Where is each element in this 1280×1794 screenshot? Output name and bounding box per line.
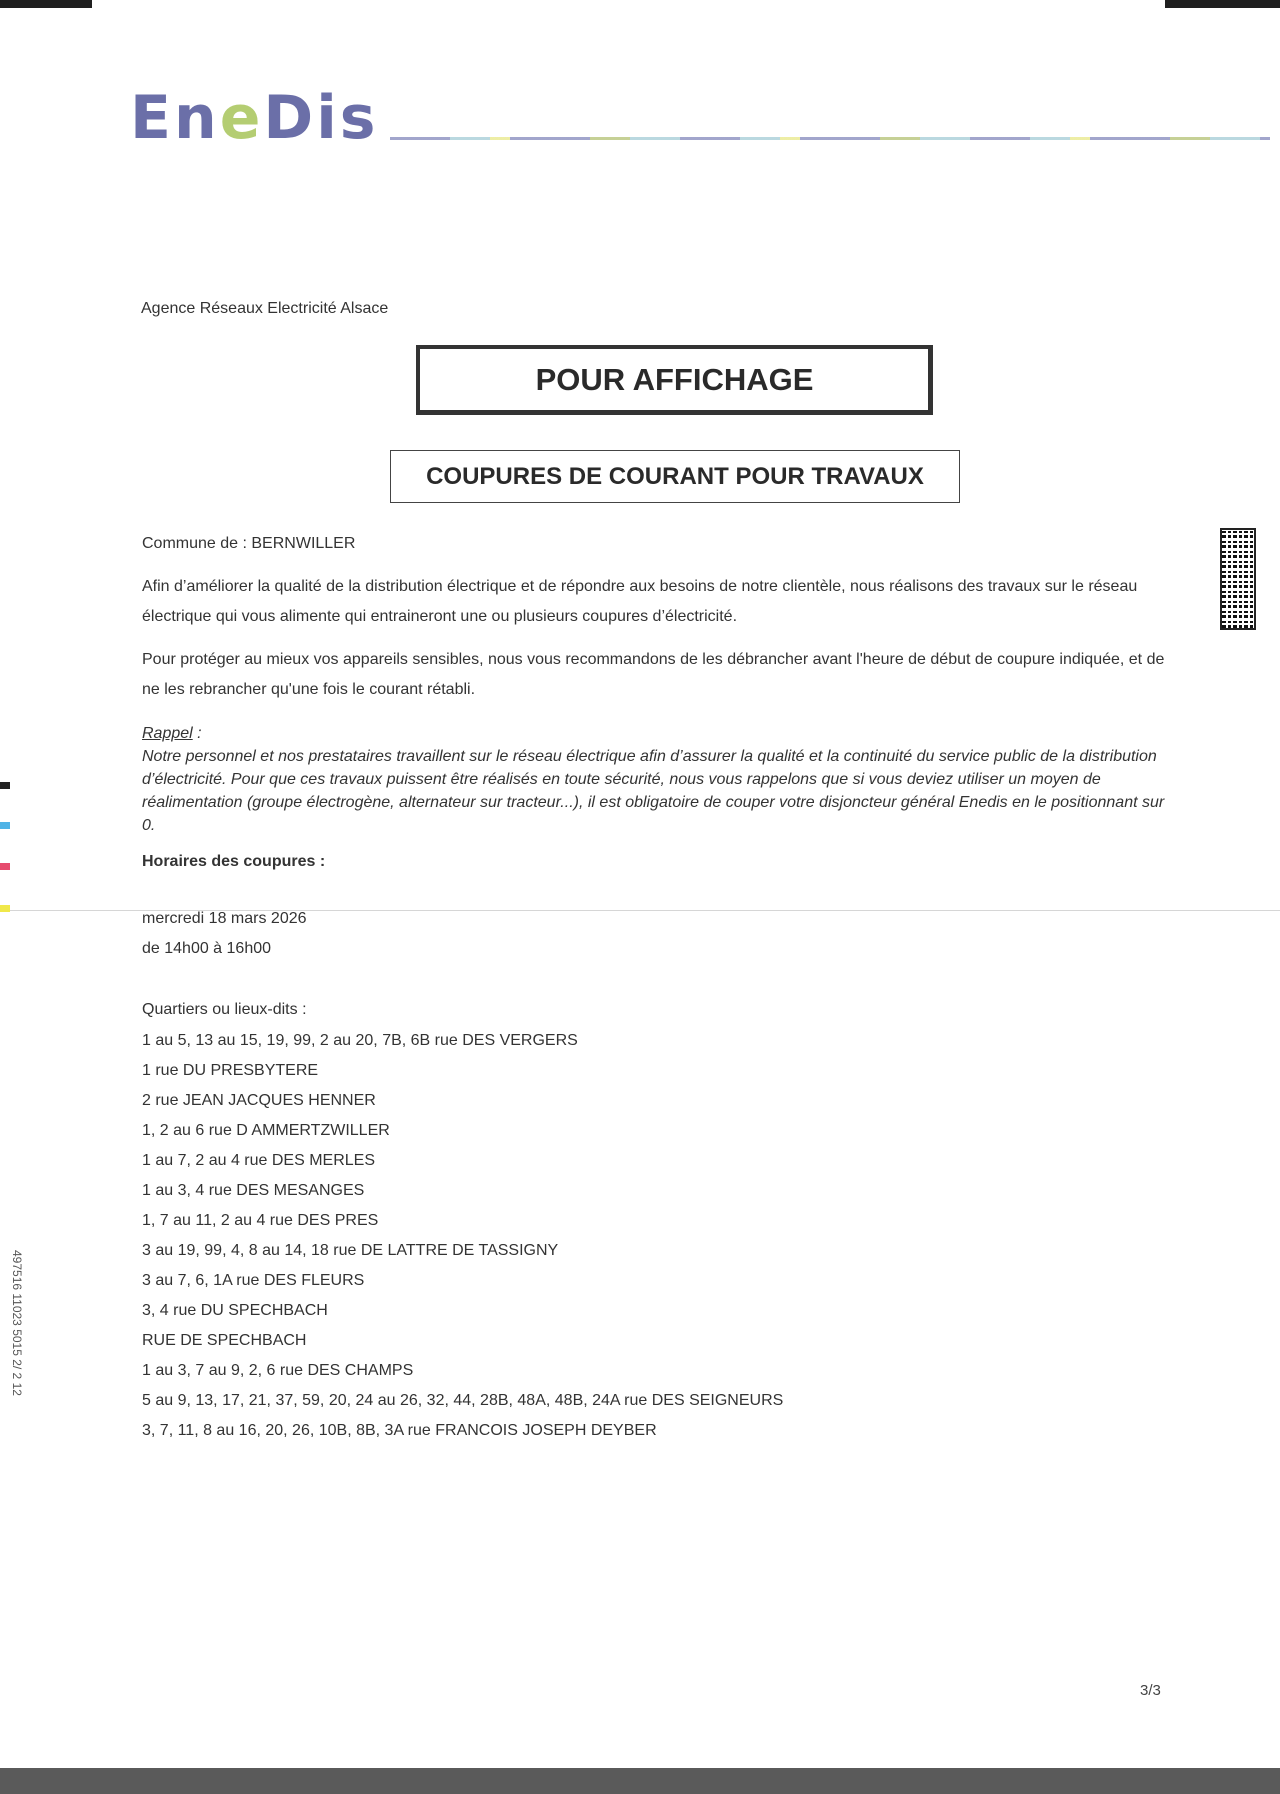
print-mark (0, 782, 10, 789)
areas-list (142, 1026, 783, 1446)
print-mark (0, 905, 10, 912)
document-reference-code: 497516 11023 5015 2/ 2 12 (10, 1250, 24, 1396)
list-item: 3, 7, 11, 8 au 16, 20, 26, 10B, 8B, 3A rue FRANCOIS JOSEPH DEYBER (142, 1422, 657, 1439)
list-item: 5 au 9, 13, 17, 21, 37, 59, 20, 24 au 26, 32, 44, 28B, 48A, 48B, 24A rue DES SEIGNEURS (142, 1392, 784, 1409)
scan-border-mark (0, 0, 92, 8)
scan-border-bottom (0, 1768, 1280, 1794)
list-item: 1 au 5, 13 au 15, 19, 99, 2 au 20, 7B, 6B rue DES VERGERS (142, 1032, 578, 1049)
list-item: 3 au 7, 6, 1A rue DES FLEURS (142, 1272, 365, 1289)
list-item: 1 au 3, 7 au 9, 2, 6 rue DES CHAMPS (142, 1362, 414, 1379)
agency-name: Agence Réseaux Electricité Alsace (141, 300, 389, 317)
list-item: 1, 2 au 6 rue D AMMERTZWILLER (142, 1122, 390, 1139)
list-item: 2 rue JEAN JACQUES HENNER (142, 1092, 376, 1109)
areas-title: Quartiers ou lieux-dits : (142, 1001, 307, 1018)
advice-paragraph: Pour protéger au mieux vos appareils sensibles, nous vous recommandons de les débrancher avant l'heure de début de coupure indiquée, et de ne les rebrancher qu'une fois le courant rétabli. (142, 651, 1165, 698)
list-item: 3 au 19, 99, 4, 8 au 14, 18 rue DE LATTRE DE TASSIGNY (142, 1242, 559, 1259)
reminder-text: Notre personnel et nos prestataires travaillent sur le réseau électrique afin d’assurer la qualité et la continuité du service public de la distribution d’électricité. Pour que ces travaux puissent être réalisés en toute sécurité, nous vous rappelons que si vous deviez utiliser un moyen de réalimentation (groupe électrogène, alternateur sur tracteur...), il est obligatoire de couper votre disjoncteur général Enedis en le positionnant sur 0. (142, 748, 1165, 834)
commune: Commune de : BERNWILLER (142, 535, 356, 552)
list-item: 1, 7 au 11, 2 au 4 rue DES PRES (142, 1212, 379, 1229)
intro-paragraph: Afin d’améliorer la qualité de la distribution électrique et de répondre aux besoins de notre clientèle, nous réalisons des travaux sur le réseau électrique qui vous alimente qui entraineront une ou plusieurs coupures d’électricité. (142, 578, 1138, 625)
outage-date: mercredi 18 mars 2026 (142, 910, 307, 927)
page-number: 3/3 (1140, 1682, 1161, 1699)
outage-time: de 14h00 à 16h00 (142, 940, 272, 957)
list-item: 1 au 3, 4 rue DES MESANGES (142, 1182, 365, 1199)
reminder-label: Rappel (142, 725, 193, 742)
scan-border-mark (1165, 0, 1280, 8)
title-box (416, 345, 933, 415)
list-item: 1 rue DU PRESBYTERE (142, 1062, 319, 1079)
enedis-logo: EneDis (130, 82, 379, 153)
header-rule (390, 137, 1270, 140)
qr-code-pattern (1222, 530, 1254, 628)
print-mark (0, 863, 10, 870)
hours-title: Horaires des coupures : (142, 853, 326, 870)
subtitle-box (390, 450, 960, 503)
list-item: RUE DE SPECHBACH (142, 1332, 307, 1349)
list-item: 3, 4 rue DU SPECHBACH (142, 1302, 328, 1319)
page-subtitle: COUPURES DE COURANT POUR TRAVAUX (426, 462, 924, 490)
page-title: POUR AFFICHAGE (535, 362, 814, 397)
reminder-block: Rappel : Notre personnel et nos prestataires travaillent sur le réseau électrique afin d’assurer la qualité et la continuité du service public de la distribution d’électricité. Pour que ces travaux puissent être réalisés en toute sécurité, nous vous rappelons que si vous deviez utiliser un moyen de réalimentation (groupe électrogène, alternateur sur tracteur...), il est obligatoire de couper votre disjoncteur général Enedis en le positionnant sur 0. (142, 725, 1165, 834)
list-item: 1 au 7, 2 au 4 rue DES MERLES (142, 1152, 376, 1169)
print-mark (0, 822, 10, 829)
